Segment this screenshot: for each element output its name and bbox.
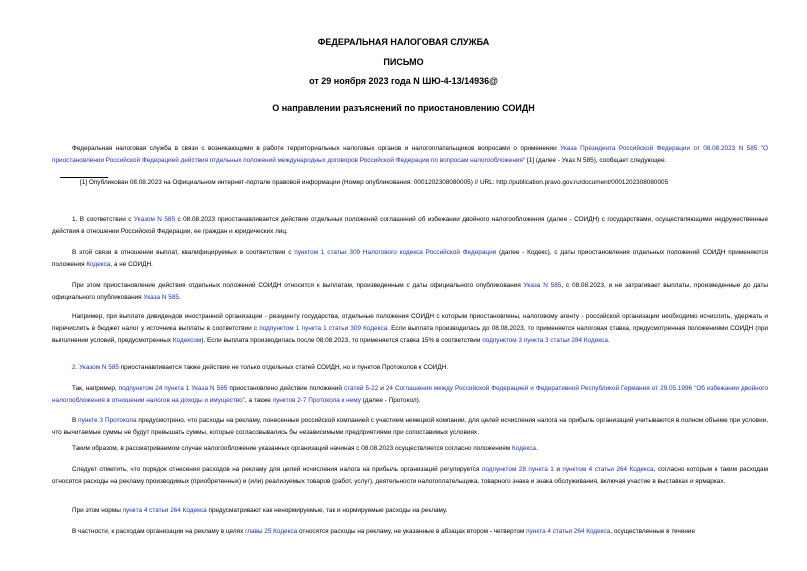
text: относятся расходы на рекламу, не указанные в абзацах втором - четвертом [297,528,527,535]
text: . [535,445,538,452]
link-chapter-25[interactable]: главы 25 Кодекса [245,528,298,535]
text: . Если выплата производилась до 08.08.2023, то применяется налоговая ставка, предусмотренная положениями СОИДН (при выполнении условий, предусмотренных [52,325,768,344]
text: предусмотрено, что расходы на рекламу, понесенные российской компанией с участием немецкой компании, для целей исчисления налога на прибыль организаций учитываются в полном объеме при условии, что вычитаемые суммы не будут превышать суммы, которые согласовывались бы независимыми предприятиями при сопоставимых условиях. [52,417,768,436]
document-type: ПИСЬМО [383,57,424,67]
paragraph-intro [52,143,768,167]
text: В [72,417,79,424]
paragraph-10 [52,505,768,517]
link-sub28-point1[interactable]: подпунктом 28 пункта 1 [481,466,554,473]
text: (далее - Кодекс), с даты приостановления отдельных положений СОИДН применяются положения [52,249,768,268]
text: , согласно которым к таким расходам относятся расходы на рекламу производимых (приобретенных) и (или) реализуемых товаров (работ, услуг), деятельности налогоплательщика, товарного знака и знака обслуживания, включая участие в выставках и ярмарках. [52,466,768,485]
paragraph-8 [52,443,768,455]
text: , а не СОИДН. [110,261,153,268]
paragraph-11 [52,526,768,538]
text: Следует отметить, что порядок отнесения расходов на рекламу для целей исчисления налога на прибыль организаций регулируется [72,466,482,473]
text: предусматривают как ненормируемые, так и нормируемые расходы на рекламу. [206,507,448,514]
text: Федеральная налоговая служба в связи с возникающими в работе территориальных налоговых органов и налогоплательщиков вопросами о применении [72,145,561,152]
text: , а также [244,397,273,404]
paragraph-1 [52,214,768,238]
text: ). Если выплата производилась после 08.08.2023, то применяется ставка 15% в соответствии [201,337,483,344]
paragraph-6 [52,383,768,407]
text: . [607,337,610,344]
link-article-309[interactable]: пунктом 1 статьи 309 Налогового кодекса Российской Федерации [294,249,497,256]
paragraph-2 [52,247,768,271]
link-article-264-point4[interactable]: пунктом 4 статьи 264 Кодекса [562,466,654,473]
link-tax-code[interactable]: Кодекса [511,445,536,452]
link-article-309-sub1[interactable]: подпунктом 1 пункта 1 статьи 309 Кодекса [259,325,388,332]
link-decree-585-sub24[interactable]: подпунктом 24 пункта 1 Указа N 585 [118,385,228,392]
text: При этом приостановление действия отдельных положений СОИДН относится к выплатам, произведенным с даты официального опубликования [72,282,524,289]
text: При этом нормы [72,507,123,514]
text: В частности, к расходам организации на рекламу в целях [72,528,246,535]
paragraph-4 [52,311,768,347]
text: , с 08.08.2023, и не затрагивает выплаты, произведенные до даты официального опубликования [52,282,768,301]
link-decree-585[interactable]: Указа N 585 [143,294,179,301]
text: Например, при выплате дивидендов иностранной организации - резиденту государства, отдельные положения СОИДН с которым приостановлены, налоговому агенту - российской организации необходимо исчислить, удержать и перечислить в бюджет налог у источника выплаты в соответствии с [52,313,768,332]
agency-title: ФЕДЕРАЛЬНАЯ НАЛОГОВАЯ СЛУЖБА [317,37,490,47]
paragraph-7 [52,415,768,439]
link-agreement-germany[interactable]: 24 Соглашения между Российской Федерацией и Федеративной Республикой Германия от 29.05.1996 "Об избежании двойного налогообложения в отношении налогов на доходы и имущество" [52,385,768,404]
link-decree-585[interactable]: Указа Президента Российской Федерации от 08.08.2023 N 585 "О приостановлении Российской Федерацией действия отдельных положений международных договоров Российской Федерации по вопросам налогообложения" [52,145,768,164]
text: приостановлено действие положений [227,385,344,392]
paragraph-3 [52,280,768,304]
text: Так, например, [72,385,119,392]
link-decree-585[interactable]: Указом N 585 [133,216,176,223]
link-protocol-points[interactable]: пунктов 2-7 Протокола к нему [272,397,361,404]
document-subject: О направлении разъяснений по приостановлению СОИДН [272,103,535,113]
link-articles-5-22[interactable]: статей 5-22 [344,385,379,392]
paragraph-5 [52,362,768,374]
text: , осуществленные в течение [610,528,696,535]
link-decree-585[interactable]: Указа N 585 [523,282,562,289]
link-tax-code[interactable]: Кодексом [172,337,202,344]
text: [1] (далее - Указ N 585), сообщает следующее. [525,157,667,164]
link-tax-code[interactable]: Кодекса [86,261,111,268]
text: Таким образом, в рассматриваемом случае налогообложение указанных организаций начиная с 08.08.2023 осуществляется согласно положениям [72,445,512,452]
link-decree-585[interactable]: 2. Указом N 585 [72,364,119,371]
text: приостанавливается также действие не только отдельных статей СОИДН, но и пунктов Протоколов к СОИДН. [118,364,449,371]
paragraph-9 [52,464,768,488]
text: с 08.08.2023 приостанавливается действие отдельных положений соглашений об избежании двойного налогообложения (далее - СОИДН) с государствами, осуществляющими недружественные действия в отношении Российской Федерации, ее граждан и юридических лиц. [52,216,768,235]
document-date-number: от 29 ноября 2023 года N ШЮ-4-13/14936@ [309,76,498,86]
link-article-284[interactable]: подпунктом 3 пункта 3 статьи 284 Кодекса [482,337,608,344]
footnote: [1] Опубликован 08.08.2023 на Официальном интернет-портале правовой информации (Номер опубликования: 0001202308080005) // URL: http://publication.pravo.gov.ru/document/0001202308080005 [80,179,669,186]
link-article-264-point4[interactable]: пункта 4 статьи 264 Кодекса [122,507,207,514]
text: и [553,466,563,473]
text: 1. В соответствии с [72,216,134,223]
text: . [178,294,181,301]
text: В этой связи в отношении выплат, квалифицируемых в соответствии с [72,249,295,256]
text: и [378,385,386,392]
link-protocol-point-3[interactable]: пункте 3 Протокола [78,417,137,424]
link-article-264-point4[interactable]: пункта 4 статьи 264 Кодекса [526,528,611,535]
text: (далее - Протокол). [360,397,421,404]
